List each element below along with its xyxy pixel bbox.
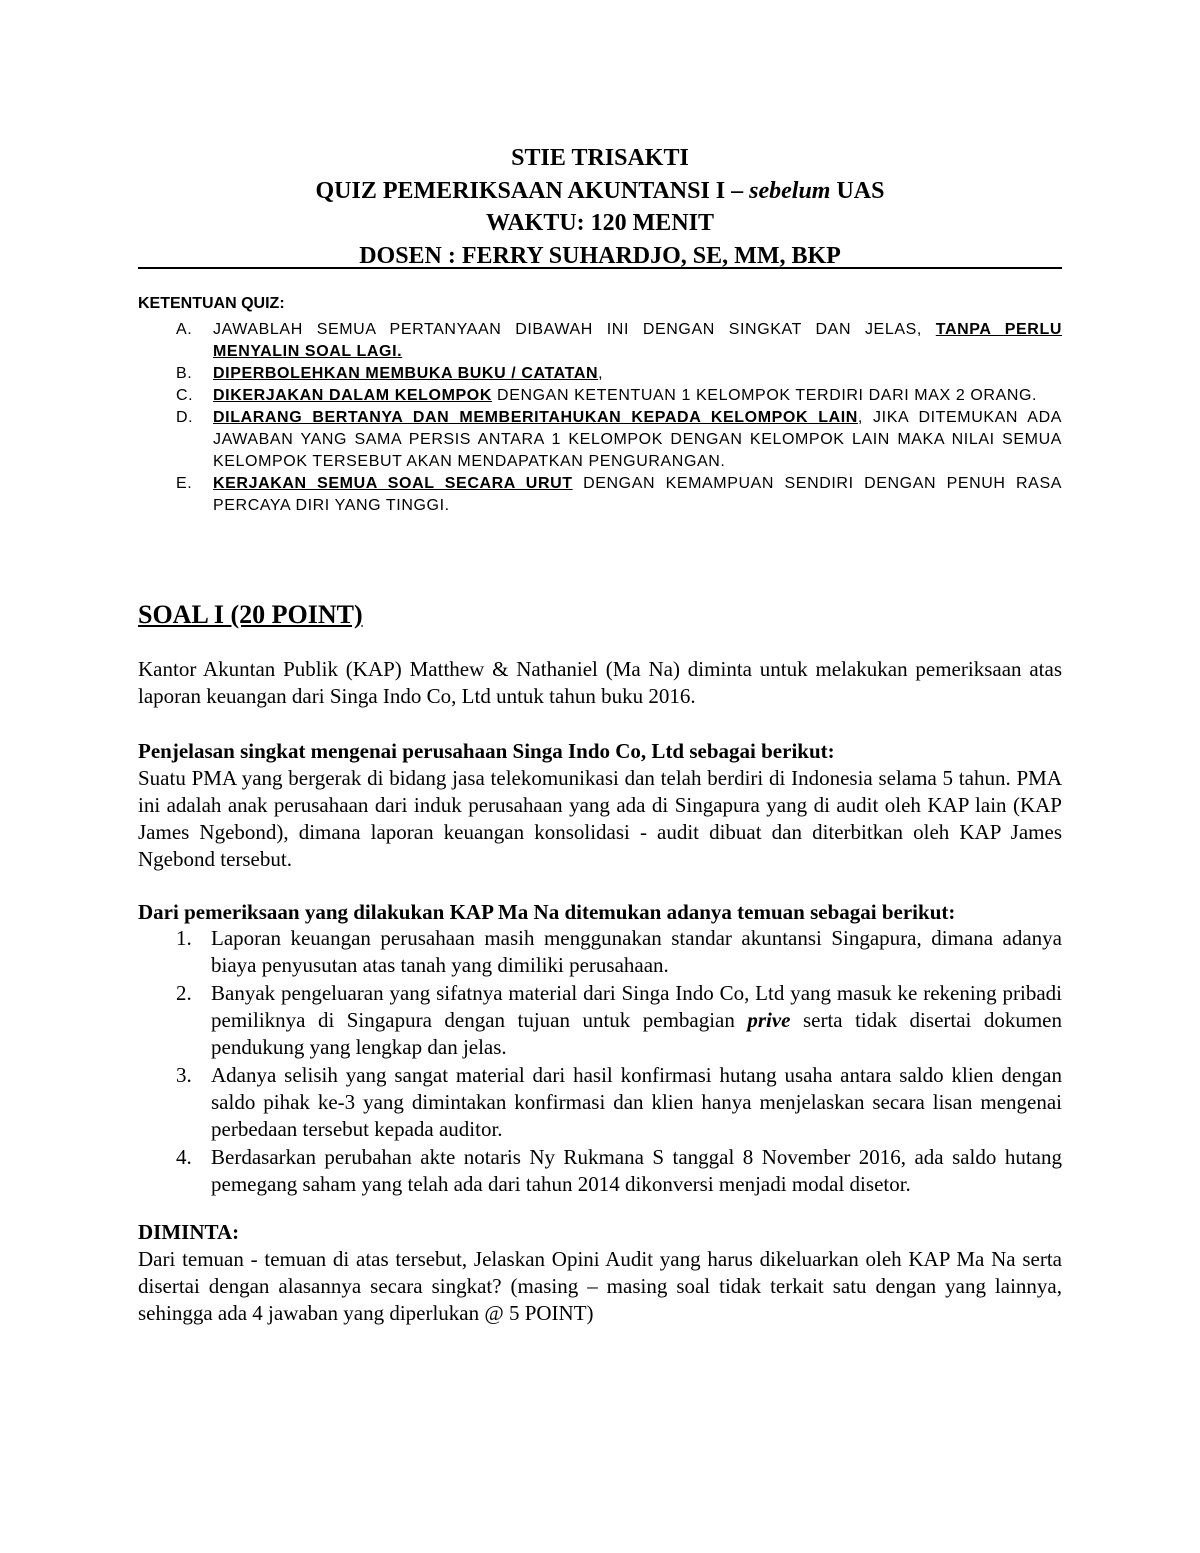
company-description-heading: Penjelasan singkat mengenai perusahaan Singa Indo Co, Ltd sebagai berikut: <box>138 739 835 763</box>
rule-letter: A. <box>176 321 193 338</box>
finding-item <box>138 1144 1062 1198</box>
finding-number: 4. <box>176 1145 192 1169</box>
time-limit: WAKTU: 120 MENIT <box>485 210 714 236</box>
rule-emphasis: DILARANG BERTANYA DAN MEMBERITAHUKAN KEPADA KELOMPOK LAIN <box>213 409 858 426</box>
rule-item <box>138 363 1062 385</box>
rule-letter: B. <box>176 365 193 382</box>
institution-title: STIE TRISAKTI <box>511 145 689 171</box>
finding-number: 1. <box>176 926 192 950</box>
task-description: Dari temuan - temuan di atas tersebut, Jelaskan Opini Audit yang harus dikeluarkan oleh KAP Ma Na serta disertai dengan alasannya secara singkat? (masing – masing soal tidak terkait satu dengan yang lainnya, sehingga ada 4 jawaban yang diperlukan @ 5 POINT) <box>138 1247 1062 1325</box>
rules-heading: KETENTUAN QUIZ: <box>138 295 285 312</box>
quiz-title-main: QUIZ PEMERIKSAAN AKUNTANSI I – <box>315 177 750 204</box>
rule-letter: D. <box>176 409 194 426</box>
task-heading: DIMINTA: <box>138 1220 240 1244</box>
section-title: SOAL I (20 POINT) <box>138 600 363 629</box>
rule-text-end: , JIKA DITEMUKAN ADA JAWABAN YANG SAMA PERSIS ANTARA 1 KELOMPOK DENGAN KELOMPOK LAIN MAKA NILAI SEMUA KELOMPOK TERSEBUT AKAN MENDAPATKAN PENGURANGAN. <box>213 409 1062 470</box>
quiz-title-end: UAS <box>830 177 885 204</box>
rules-list <box>138 319 1062 517</box>
finding-text-end: serta tidak disertai dokumen pendukung yang lengkap dan jelas. <box>211 1008 1062 1059</box>
finding-text: Berdasarkan perubahan akte notaris Ny Rukmana S tanggal 8 November 2016, ada saldo hutang pemegang saham yang telah ada dari tahun 2014 dikonversi menjadi modal disetor. <box>211 1145 1062 1196</box>
rule-emphasis: KERJAKAN SEMUA SOAL SECARA URUT <box>213 475 573 492</box>
rule-item <box>138 473 1062 517</box>
rule-text: JAWABLAH SEMUA PERTANYAAN DIBAWAH INI DENGAN SINGKAT DAN JELAS, <box>213 321 936 338</box>
header-divider <box>138 267 1062 269</box>
company-description: Suatu PMA yang bergerak di bidang jasa telekomunikasi dan telah berdiri di Indonesia selama 5 tahun. PMA ini adalah anak perusahaan dari induk perusahaan yang ada di Singapura yang di audit oleh KAP lain (KAP James Ngebond), dimana laporan keuangan konsolidasi - audit dibuat dan diterbitkan oleh KAP James Ngebond tersebut. <box>138 766 1062 871</box>
case-intro: Kantor Akuntan Publik (KAP) Matthew & Nathaniel (Ma Na) diminta untuk melakukan pemeriksaan atas laporan keuangan dari Singa Indo Co, Ltd untuk tahun buku 2016. <box>138 657 1062 708</box>
finding-item <box>138 925 1062 979</box>
quiz-title <box>138 175 1062 208</box>
rule-emphasis: DIPERBOLEHKAN MEMBUKA BUKU / CATATAN <box>213 365 599 382</box>
quiz-title-italic: sebelum <box>749 177 831 204</box>
rule-text-end: DENGAN KETENTUAN 1 KELOMPOK TERDIRI DARI MAX 2 ORANG. <box>492 387 1038 404</box>
rule-text-end: DENGAN KEMAMPUAN SENDIRI DENGAN PENUH RASA PERCAYA DIRI YANG TINGGI. <box>213 475 1062 514</box>
lecturer-name: DOSEN : FERRY SUHARDJO, SE, MM, BKP <box>359 242 841 269</box>
rule-letter: E. <box>176 475 193 492</box>
document-header <box>138 142 1062 272</box>
finding-item <box>138 980 1062 1061</box>
finding-number: 2. <box>176 981 192 1005</box>
rule-emphasis: TANPA PERLU MENYALIN SOAL LAGI <box>213 321 1062 360</box>
findings-list <box>138 925 1062 1199</box>
rule-emphasis: DIKERJAKAN DALAM KELOMPOK <box>213 387 492 404</box>
findings-heading: Dari pemeriksaan yang dilakukan KAP Ma Na ditemukan adanya temuan sebagai berikut: <box>138 900 956 924</box>
finding-text: Laporan keuangan perusahaan masih menggunakan standar akuntansi Singapura, dimana adanya biaya penyusutan atas tanah yang dimiliki perusahaan. <box>211 926 1062 977</box>
rule-text-end: . <box>397 343 403 360</box>
rule-item <box>138 319 1062 363</box>
rule-item <box>138 407 1062 473</box>
rule-letter: C. <box>176 387 194 404</box>
rule-item <box>138 385 1062 407</box>
finding-item <box>138 1062 1062 1143</box>
finding-number: 3. <box>176 1063 192 1087</box>
finding-text: Adanya selisih yang sangat material dari hasil konfirmasi hutang usaha antara saldo klien dengan saldo pihak ke-3 yang dimintakan konfirmasi dan klien hanya menjelaskan secara lisan mengenai perbedaan tersebut kepada auditor. <box>211 1063 1062 1141</box>
finding-emphasis: prive <box>747 1008 791 1032</box>
finding-text: Banyak pengeluaran yang sifatnya material dari Singa Indo Co, Ltd yang masuk ke rekening pribadi pemiliknya di Singapura dengan tujuan untuk pembagian <box>211 981 1062 1032</box>
rule-text-end: , <box>598 365 604 382</box>
